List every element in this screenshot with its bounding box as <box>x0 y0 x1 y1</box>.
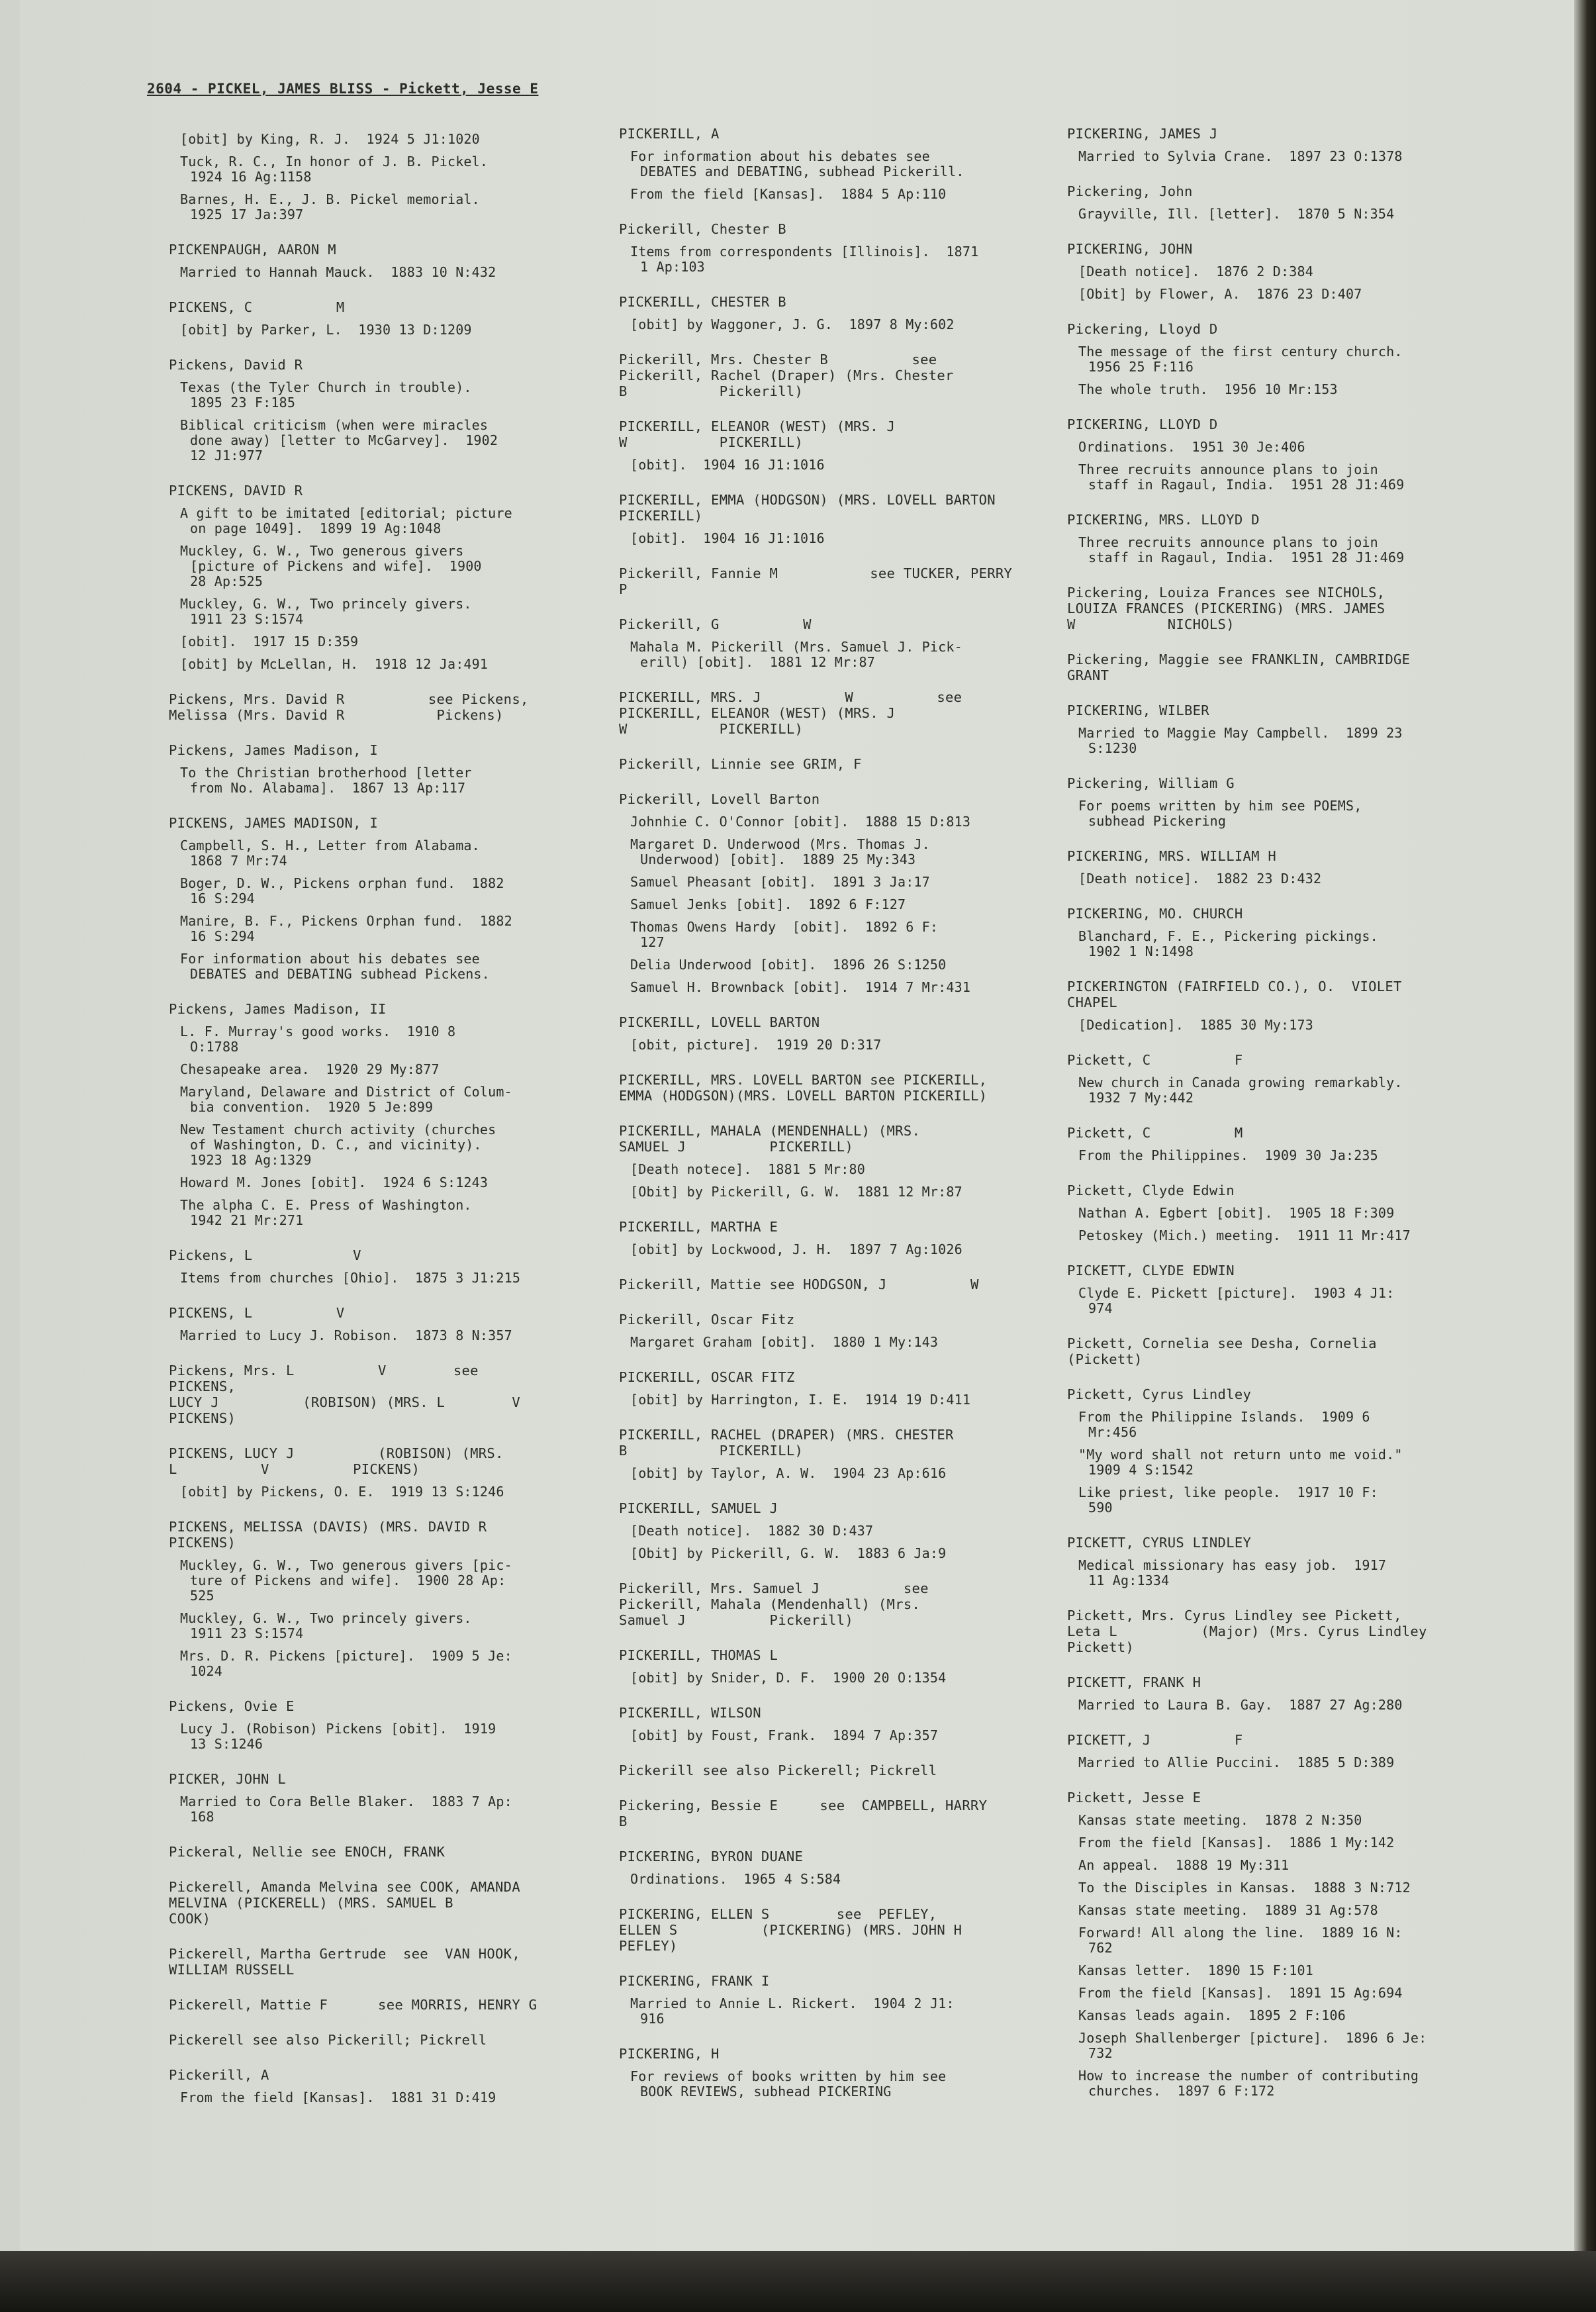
entry-heading: PICKERING, JAMES J <box>1067 126 1218 142</box>
index-entry <box>169 1997 546 2013</box>
entry-heading: Pickens, James Madison, I <box>169 742 379 758</box>
entry-citation: [obit]. 1904 16 J1:1016 <box>630 457 825 473</box>
index-entry <box>1067 585 1497 632</box>
entry-heading: Pickett, C F <box>1067 1052 1243 1068</box>
entry-citation: Married to Lucy J. Robison. 1873 8 N:357 <box>180 1327 512 1343</box>
entry-citation: Married to Annie L. Rickert. 1904 2 J1: 916 <box>630 1996 955 2027</box>
entry-heading: Pickett, Cornelia see Desha, Cornelia (Pickett) <box>1067 1335 1377 1367</box>
entry-citation: [Obit] by Flower, A. 1876 23 D:407 <box>1078 286 1362 302</box>
index-entry <box>619 1312 1029 1350</box>
index-entry <box>619 1973 1029 2027</box>
index-column-2 <box>619 126 1029 2119</box>
entry-citation: [obit]. 1917 15 D:359 <box>180 634 359 650</box>
index-entry <box>619 221 1029 275</box>
index-entry <box>169 242 546 280</box>
entry-heading: PICKERILL, ELEANOR (WEST) (MRS. J W PICKERILL) <box>619 418 896 450</box>
entry-heading: PICKERILL, RACHEL (DRAPER) (MRS. CHESTER B PICKERILL) <box>619 1427 954 1459</box>
entry-citation: [obit] by Harrington, I. E. 1914 19 D:411 <box>630 1392 971 1408</box>
entry-heading: PICKER, JOHN L <box>169 1771 286 1787</box>
entry-citation: Mrs. D. R. Pickens [picture]. 1909 5 Je: 1024 <box>180 1648 512 1679</box>
entry-citation: From the field [Kansas]. 1884 5 Ap:110 <box>630 186 947 202</box>
index-entry <box>169 132 546 222</box>
entry-citation: [Death notice]. 1882 23 D:432 <box>1078 871 1322 887</box>
entry-heading: Pickett, C M <box>1067 1125 1243 1141</box>
index-entry <box>1067 1052 1497 1106</box>
index-entry <box>619 418 1029 473</box>
index-column-1 <box>169 126 546 2125</box>
index-entry <box>169 299 546 338</box>
index-entry <box>1067 1263 1497 1316</box>
index-entry <box>169 1247 546 1286</box>
index-entry <box>1067 775 1497 829</box>
entry-citation: [obit] by Snider, D. F. 1900 20 O:1354 <box>630 1670 947 1686</box>
entry-heading: PICKERILL, OSCAR FITZ <box>619 1369 795 1385</box>
entry-heading: Pickens, L V <box>169 1247 361 1263</box>
entry-heading: Pickett, Clyde Edwin <box>1067 1182 1235 1198</box>
entry-citation: Mahala M. Pickerill (Mrs. Samuel J. Pick- erill) [obit]. 1881 12 Mr:87 <box>630 639 962 670</box>
entry-citation: Nathan A. Egbert [obit]. 1905 18 F:309 <box>1078 1205 1395 1221</box>
entry-citation: Joseph Shallenberger [picture]. 1896 6 Je: 732 <box>1078 2030 1427 2061</box>
entry-citation: For poems written by him see POEMS, subhead Pickering <box>1078 798 1362 829</box>
entry-citation: Campbell, S. H., Letter from Alabama. 1868 7 Mr:74 <box>180 838 480 869</box>
entry-citation: From the field [Kansas]. 1881 31 D:419 <box>180 2090 496 2105</box>
index-entry <box>1067 1608 1497 1655</box>
index-entry <box>619 689 1029 737</box>
index-entry <box>169 357 546 463</box>
entry-heading: PICKERILL, SAMUEL J <box>619 1500 778 1516</box>
entry-citation: Kansas state meeting. 1878 2 N:350 <box>1078 1812 1362 1828</box>
index-entry <box>169 815 546 982</box>
entry-citation: [obit] by Foust, Frank. 1894 7 Ap:357 <box>630 1727 939 1743</box>
index-entry <box>619 1014 1029 1053</box>
entry-citation: Samuel Pheasant [obit]. 1891 3 Ja:17 <box>630 874 930 890</box>
index-entry <box>619 1369 1029 1408</box>
index-entry <box>1067 1790 1497 2099</box>
entry-citation: Samuel Jenks [obit]. 1892 6 F:127 <box>630 896 906 912</box>
entry-citation: [obit] by Waggoner, J. G. 1897 8 My:602 <box>630 316 955 332</box>
index-entry <box>1067 702 1497 756</box>
index-entry <box>1067 1182 1497 1243</box>
entry-citation: L. F. Murray's good works. 1910 8 O:1788 <box>180 1024 456 1055</box>
entry-citation: Kansas state meeting. 1889 31 Ag:578 <box>1078 1902 1378 1918</box>
index-entry <box>169 2067 546 2105</box>
entry-citation: Like priest, like people. 1917 10 F: 590 <box>1078 1484 1378 1516</box>
index-entry <box>169 1771 546 1825</box>
entry-heading: Pickerell, Martha Gertrude see VAN HOOK, WILLIAM RUSSELL <box>169 1946 520 1978</box>
entry-citation: Ordinations. 1951 30 Je:406 <box>1078 439 1305 455</box>
entry-heading: Pickerill, Lovell Barton <box>619 791 820 807</box>
entry-heading: PICKERING, LLOYD D <box>1067 416 1218 432</box>
entry-citation: Married to Sylvia Crane. 1897 23 O:1378 <box>1078 148 1403 164</box>
entry-heading: PICKERILL, WILSON <box>619 1705 761 1721</box>
entry-citation: [obit] by King, R. J. 1924 5 J1:1020 <box>180 131 480 147</box>
entry-citation: Boger, D. W., Pickens orphan fund. 1882 16 S:294 <box>180 875 504 906</box>
entry-heading: PICKENS, DAVID R <box>169 483 303 499</box>
entry-citation: "My word shall not return unto me void." 1909 4 S:1542 <box>1078 1447 1403 1478</box>
index-entry <box>619 1276 1029 1292</box>
index-entry <box>619 1762 1029 1778</box>
entry-citation: Samuel H. Brownback [obit]. 1914 7 Mr:431 <box>630 979 971 995</box>
entry-citation: Married to Laura B. Gay. 1887 27 Ag:280 <box>1078 1697 1403 1713</box>
entry-heading: PICKENS, JAMES MADISON, I <box>169 815 379 831</box>
entry-citation: [obit, picture]. 1919 20 D:317 <box>630 1037 882 1053</box>
entry-heading: Pickett, Cyrus Lindley <box>1067 1386 1252 1402</box>
entry-citation: Muckley, G. W., Two generous givers [picture of Pickens and wife]. 1900 28 Ap:525 <box>180 543 482 589</box>
index-entry <box>619 1427 1029 1481</box>
index-entry <box>619 1647 1029 1686</box>
index-entry <box>169 1879 546 1927</box>
index-entry <box>1067 651 1497 683</box>
entry-citation: Kansas letter. 1890 15 F:101 <box>1078 1962 1313 1978</box>
entry-citation: [obit]. 1904 16 J1:1016 <box>630 530 825 546</box>
entry-citation: Thomas Owens Hardy [obit]. 1892 6 F: 127 <box>630 919 939 950</box>
index-entry <box>619 791 1029 995</box>
entry-citation: Maryland, Delaware and District of Colum- bia convention. 1920 5 Je:899 <box>180 1084 512 1115</box>
entry-citation: Johnhie C. O'Connor [obit]. 1888 15 D:813 <box>630 814 971 830</box>
entry-citation: An appeal. 1888 19 My:311 <box>1078 1857 1290 1873</box>
entry-citation: Three recruits announce plans to join staff in Ragaul, India. 1951 28 J1:469 <box>1078 461 1405 493</box>
index-entry <box>1067 1732 1497 1770</box>
entry-citation: Married to Hannah Mauck. 1883 10 N:432 <box>180 264 496 280</box>
entry-heading: PICKETT, J F <box>1067 1732 1243 1748</box>
entry-citation: Margaret D. Underwood (Mrs. Thomas J. Underwood) [obit]. 1889 25 My:343 <box>630 836 930 867</box>
entry-heading: Pickerill, Chester B <box>619 221 786 237</box>
entry-citation: [obit] by McLellan, H. 1918 12 Ja:491 <box>180 656 489 672</box>
entry-heading: Pickens, Ovie E <box>169 1698 295 1714</box>
index-entry <box>619 1849 1029 1887</box>
entry-heading: Pickett, Mrs. Cyrus Lindley see Pickett, Leta L (Major) (Mrs. Cyrus Lindley Pickett) <box>1067 1608 1427 1655</box>
entry-citation: Muckley, G. W., Two generous givers [pic- ture of Pickens and wife]. 1900 28 Ap: 525 <box>180 1557 512 1604</box>
index-entry <box>169 691 546 723</box>
entry-heading: Pickering, William G <box>1067 775 1235 791</box>
index-entry <box>619 1219 1029 1257</box>
entry-citation: How to increase the number of contributing churches. 1897 6 F:172 <box>1078 2068 1419 2099</box>
index-entry <box>619 565 1029 597</box>
entry-heading: PICKERILL, MRS. LOVELL BARTON see PICKERILL, EMMA (HODGSON)(MRS. LOVELL BARTON PICKERILL) <box>619 1072 988 1104</box>
index-entry <box>1067 512 1497 565</box>
entry-citation: Manire, B. F., Pickens Orphan fund. 1882 16 S:294 <box>180 913 512 944</box>
index-entry <box>619 1906 1029 1954</box>
index-entry <box>169 1001 546 1228</box>
entry-citation: For information about his debates see DEBATES and DEBATING subhead Pickens. <box>180 951 490 982</box>
entry-citation: New church in Canada growing remarkably. 1932 7 My:442 <box>1078 1075 1403 1106</box>
entry-citation: Items from correspondents [Illinois]. 1871 1 Ap:103 <box>630 244 979 275</box>
entry-heading: Pickerell, Mattie F see MORRIS, HENRY G <box>169 1997 538 2013</box>
index-entry <box>619 1072 1029 1104</box>
index-entry <box>1067 1335 1497 1367</box>
entry-heading: Pickering, Bessie E see CAMPBELL, HARRY B <box>619 1798 988 1829</box>
index-entry <box>619 492 1029 546</box>
scanner-bed <box>0 2251 1596 2312</box>
entry-heading: Pickerill, Mrs. Samuel J see Pickerill, Mahala (Mendenhall) (Mrs. Samuel J Pickerill) <box>619 1580 929 1628</box>
index-entry <box>1067 416 1497 493</box>
entry-citation: From the Philippine Islands. 1909 6 Mr:456 <box>1078 1409 1370 1440</box>
entry-citation: [obit] by Parker, L. 1930 13 D:1209 <box>180 322 472 338</box>
entry-heading: PICKETT, CYRUS LINDLEY <box>1067 1535 1252 1551</box>
entry-heading: Pickerill, Oscar Fitz <box>619 1312 795 1327</box>
entry-citation: Texas (the Tyler Church in trouble). 1895 23 F:185 <box>180 379 472 410</box>
entry-citation: Tuck, R. C., In honor of J. B. Pickel. 1924 16 Ag:1158 <box>180 154 489 185</box>
entry-citation: Blanchard, F. E., Pickering pickings. 1902 1 N:1498 <box>1078 928 1378 959</box>
entry-heading: Pickerill, Mattie see HODGSON, J W <box>619 1276 979 1292</box>
entry-heading: PICKENS, L V <box>169 1305 345 1321</box>
index-entry <box>169 1305 546 1343</box>
entry-heading: Pickens, James Madison, II <box>169 1001 387 1017</box>
entry-citation: [obit] by Lockwood, J. H. 1897 7 Ag:1026 <box>630 1241 962 1257</box>
entry-heading: PICKERILL, CHESTER B <box>619 294 786 310</box>
entry-heading: Pickerill, A <box>169 2067 269 2083</box>
index-entry <box>619 294 1029 332</box>
entry-citation: [obit] by Pickens, O. E. 1919 13 S:1246 <box>180 1484 504 1500</box>
entry-citation: [Death notice]. 1876 2 D:384 <box>1078 264 1313 279</box>
entry-citation: [Death notice]. 1882 30 D:437 <box>630 1523 874 1539</box>
index-entry <box>619 2046 1029 2099</box>
entry-citation: Muckley, G. W., Two princely givers. 1911 23 S:1574 <box>180 1610 472 1641</box>
entry-citation: Delia Underwood [obit]. 1896 26 S:1250 <box>630 957 947 973</box>
entry-heading: PICKERING, JOHN <box>1067 241 1193 257</box>
entry-heading: PICKERING, MO. CHURCH <box>1067 906 1243 922</box>
index-column-3 <box>1067 126 1497 2118</box>
index-entry <box>169 1445 546 1500</box>
index-entry <box>1067 848 1497 887</box>
entry-citation: Petoskey (Mich.) meeting. 1911 11 Mr:417 <box>1078 1228 1411 1243</box>
entry-heading: PICKERING, MRS. LLOYD D <box>1067 512 1260 528</box>
entry-heading: PICKENPAUGH, AARON M <box>169 242 336 258</box>
index-entry <box>1067 979 1497 1033</box>
index-entry <box>619 756 1029 772</box>
entry-citation: [Dedication]. 1885 30 My:173 <box>1078 1017 1313 1033</box>
entry-heading: Pickens, David R <box>169 357 303 373</box>
entry-heading: Pickett, Jesse E <box>1067 1790 1201 1806</box>
entry-citation: Biblical criticism (when were miracles done away) [letter to McGarvey]. 1902 12 J1:977 <box>180 417 498 463</box>
entry-heading: Pickens, Mrs. L V see PICKENS, LUCY J (ROBISON) (MRS. L V PICKENS) <box>169 1363 520 1426</box>
index-entry <box>619 1500 1029 1561</box>
entry-heading: Pickerill, Fannie M see TUCKER, PERRY P <box>619 565 1013 597</box>
entry-heading: PICKERILL, LOVELL BARTON <box>619 1014 820 1030</box>
entry-citation: Medical missionary has easy job. 1917 11 Ag:1334 <box>1078 1557 1387 1588</box>
entry-heading: PICKERING, ELLEN S see PEFLEY, ELLEN S (PICKERING) (MRS. JOHN H PEFLEY) <box>619 1906 962 1954</box>
entry-citation: [Death notece]. 1881 5 Mr:80 <box>630 1161 865 1177</box>
entry-heading: PICKETT, FRANK H <box>1067 1674 1201 1690</box>
entry-heading: PICKERINGTON (FAIRFIELD CO.), O. VIOLET CHAPEL <box>1067 979 1402 1010</box>
index-entry <box>619 616 1029 670</box>
index-entry <box>1067 1535 1497 1588</box>
entry-heading: PICKERILL, MARTHA E <box>619 1219 778 1235</box>
index-entry <box>1067 1674 1497 1713</box>
entry-heading: PICKERING, MRS. WILLIAM H <box>1067 848 1277 864</box>
entry-citation: Howard M. Jones [obit]. 1924 6 S:1243 <box>180 1175 489 1190</box>
entry-citation: Margaret Graham [obit]. 1880 1 My:143 <box>630 1334 939 1350</box>
entry-citation: To the Disciples in Kansas. 1888 3 N:712 <box>1078 1880 1411 1896</box>
index-entry <box>1067 1386 1497 1516</box>
entry-heading: Pickerill, G W <box>619 616 812 632</box>
entry-heading: PICKERILL, EMMA (HODGSON) (MRS. LOVELL BARTON PICKERILL) <box>619 492 996 524</box>
index-entry <box>169 1698 546 1752</box>
page-header: 2604 - PICKEL, JAMES BLISS - Pickett, Jesse E <box>147 81 539 97</box>
entry-heading: PICKETT, CLYDE EDWIN <box>1067 1263 1235 1278</box>
entry-citation: From the field [Kansas]. 1886 1 My:142 <box>1078 1835 1395 1851</box>
entry-heading: PICKERING, WILBER <box>1067 702 1209 718</box>
index-entry <box>1067 906 1497 959</box>
entry-heading: Pickering, Louiza Frances see NICHOLS, LOUIZA FRANCES (PICKERING) (MRS. JAMES W NICHOLS) <box>1067 585 1385 632</box>
index-entry <box>619 1580 1029 1628</box>
entry-heading: Pickerill see also Pickerell; Pickrell <box>619 1762 937 1778</box>
index-entry <box>619 1123 1029 1200</box>
entry-citation: Barnes, H. E., J. B. Pickel memorial. 1925 17 Ja:397 <box>180 191 480 222</box>
entry-citation: Clyde E. Pickett [picture]. 1903 4 J1: 974 <box>1078 1285 1395 1316</box>
entry-citation: [Obit] by Pickerill, G. W. 1883 6 Ja:9 <box>630 1545 947 1561</box>
entry-heading: PICKERILL, A <box>619 126 720 142</box>
index-entry <box>1067 126 1497 164</box>
entry-heading: Pickeral, Nellie see ENOCH, FRANK <box>169 1844 446 1860</box>
entry-citation: [Obit] by Pickerill, G. W. 1881 12 Mr:87 <box>630 1184 962 1200</box>
entry-citation: Items from churches [Ohio]. 1875 3 J1:215 <box>180 1270 521 1286</box>
entry-heading: Pickerell, Amanda Melvina see COOK, AMANDA MELVINA (PICKERELL) (MRS. SAMUEL B COOK) <box>169 1879 520 1927</box>
index-entry <box>619 1705 1029 1743</box>
entry-citation: Married to Cora Belle Blaker. 1883 7 Ap: 168 <box>180 1794 512 1825</box>
index-entry <box>169 2032 546 2048</box>
index-entry <box>169 1363 546 1426</box>
index-entry <box>1067 1125 1497 1163</box>
entry-heading: PICKERING, BYRON DUANE <box>619 1849 804 1864</box>
entry-citation: From the Philippines. 1909 30 Ja:235 <box>1078 1147 1378 1163</box>
index-entry <box>169 1946 546 1978</box>
entry-citation: Muckley, G. W., Two princely givers. 1911 23 S:1574 <box>180 596 472 627</box>
entry-citation: For reviews of books written by him see BOOK REVIEWS, subhead PICKERING <box>630 2068 947 2099</box>
entry-heading: Pickerill, Mrs. Chester B see Pickerill, Rachel (Draper) (Mrs. Chester B Pickerill) <box>619 352 954 399</box>
entry-citation: Kansas leads again. 1895 2 F:106 <box>1078 2007 1346 2023</box>
entry-citation: To the Christian brotherhood [letter from No. Alabama]. 1867 13 Ap:117 <box>180 765 472 796</box>
entry-heading: Pickering, John <box>1067 183 1193 199</box>
entry-citation: Three recruits announce plans to join staff in Ragaul, India. 1951 28 J1:469 <box>1078 534 1405 565</box>
entry-heading: Pickerill, Linnie see GRIM, F <box>619 756 862 772</box>
index-entry <box>619 1798 1029 1829</box>
entry-heading: Pickering, Lloyd D <box>1067 321 1218 337</box>
entry-citation: Chesapeake area. 1920 29 My:877 <box>180 1061 440 1077</box>
index-entry <box>619 352 1029 399</box>
entry-heading: Pickering, Maggie see FRANKLIN, CAMBRIDGE GRANT <box>1067 651 1411 683</box>
entry-citation: The whole truth. 1956 10 Mr:153 <box>1078 381 1338 397</box>
entry-heading: PICKENS, MELISSA (DAVIS) (MRS. DAVID R PICKENS) <box>169 1519 487 1551</box>
entry-citation: Forward! All along the line. 1889 16 N: 762 <box>1078 1925 1403 1956</box>
index-entry <box>169 1519 546 1679</box>
entry-heading: PICKERING, FRANK I <box>619 1973 770 1989</box>
entry-citation: Grayville, Ill. [letter]. 1870 5 N:354 <box>1078 206 1395 222</box>
index-entry <box>169 742 546 796</box>
entry-citation: Married to Allie Puccini. 1885 5 D:389 <box>1078 1755 1395 1770</box>
entry-heading: PICKENS, LUCY J (ROBISON) (MRS. L V PICKENS) <box>169 1445 504 1477</box>
entry-heading: PICKENS, C M <box>169 299 345 315</box>
index-entry <box>619 126 1029 202</box>
entry-citation: For information about his debates see DEBATES and DEBATING, subhead Pickerill. <box>630 148 964 179</box>
entry-citation: New Testament church activity (churches of Washington, D. C., and vicinity). 1923 18 Ag:1329 <box>180 1122 496 1168</box>
index-entry <box>169 1844 546 1860</box>
index-entry <box>169 483 546 672</box>
entry-citation: Ordinations. 1965 4 S:584 <box>630 1871 841 1887</box>
entry-heading: PICKERILL, MRS. J W see PICKERILL, ELEANOR (WEST) (MRS. J W PICKERILL) <box>619 689 962 737</box>
entry-citation: From the field [Kansas]. 1891 15 Ag:694 <box>1078 1985 1403 2001</box>
entry-citation: A gift to be imitated [editorial; picture on page 1049]. 1899 19 Ag:1048 <box>180 505 512 536</box>
book-spine-edge <box>1574 0 1596 2251</box>
index-entry <box>1067 241 1497 302</box>
index-entry <box>1067 183 1497 222</box>
entry-citation: [obit] by Taylor, A. W. 1904 23 Ap:616 <box>630 1465 947 1481</box>
index-entry <box>1067 321 1497 397</box>
entry-heading: PICKERILL, MAHALA (MENDENHALL) (MRS. SAMUEL J PICKERILL) <box>619 1123 921 1155</box>
entry-citation: The alpha C. E. Press of Washington. 1942 21 Mr:271 <box>180 1197 472 1228</box>
entry-heading: PICKERING, H <box>619 2046 720 2062</box>
entry-heading: Pickerell see also Pickerill; Pickrell <box>169 2032 487 2048</box>
entry-citation: Married to Maggie May Campbell. 1899 23 S:1230 <box>1078 725 1403 756</box>
entry-heading: PICKERILL, THOMAS L <box>619 1647 778 1663</box>
entry-heading: Pickens, Mrs. David R see Pickens, Melissa (Mrs. David R Pickens) <box>169 691 529 723</box>
entry-citation: Lucy J. (Robison) Pickens [obit]. 1919 13 S:1246 <box>180 1721 496 1752</box>
entry-citation: The message of the first century church. 1956 25 F:116 <box>1078 344 1403 375</box>
